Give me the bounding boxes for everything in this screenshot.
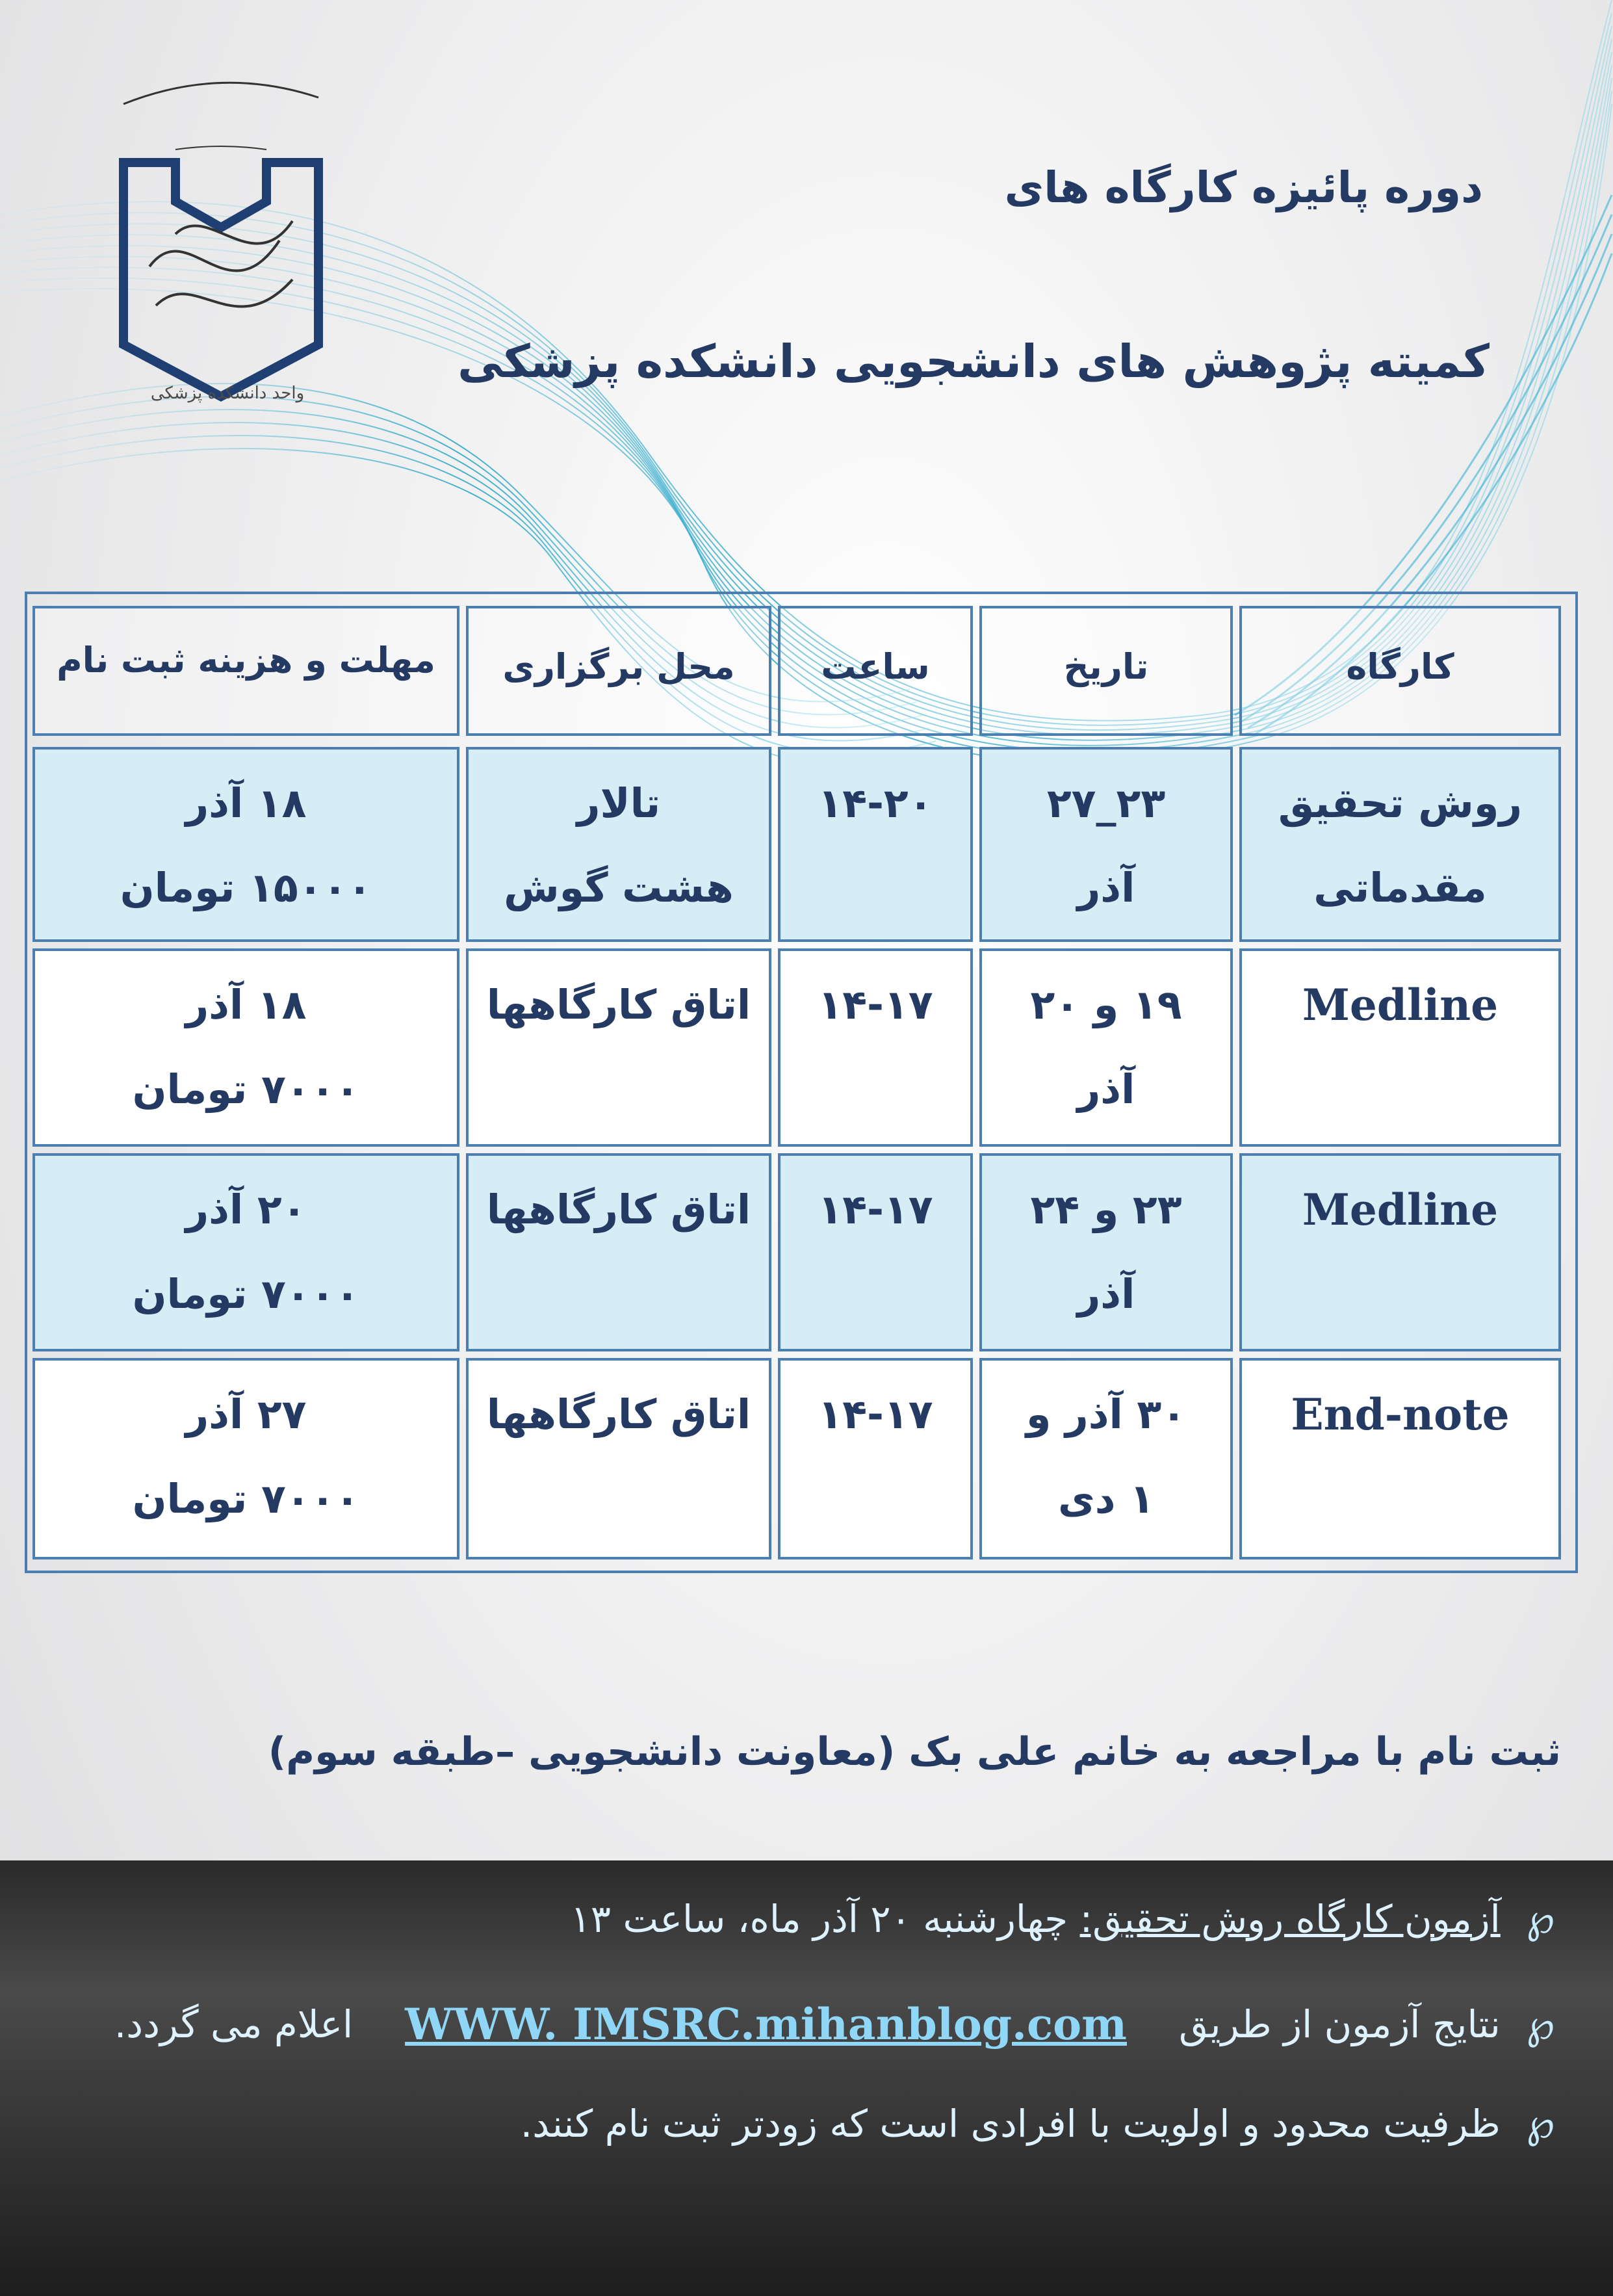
deadline-cell (32, 948, 459, 1147)
place-line: تالار (576, 779, 661, 827)
table-header-time: ساعت (778, 606, 973, 736)
place-line: اتاق کارگاهها (486, 1390, 751, 1438)
fee-amount: ۱۵۰۰۰ تومان (120, 864, 372, 911)
deadline-date: ۲۷ آذر (185, 1390, 307, 1438)
date-line: ۱۹ و ۲۰ (1030, 981, 1182, 1028)
workshop-name-line: End-note (1291, 1389, 1510, 1440)
exam-info (571, 1895, 1555, 1942)
date-cell (979, 747, 1233, 942)
workshop-name-line: Medline (1302, 1184, 1499, 1235)
deadline-date: ۱۸ آذر (185, 981, 307, 1028)
university-logo (97, 72, 344, 423)
place-line: اتاق کارگاهها (486, 1186, 751, 1233)
deadline-date: ۱۸ آذر (185, 779, 307, 827)
bullet-icon: ℘ (1526, 2000, 1555, 2048)
fee-amount: ۷۰۰۰ تومان (132, 1065, 360, 1113)
page-subtitle: کمیته پژوهش های دانشجویی دانشکده پزشکی (458, 335, 1490, 388)
deadline-cell (32, 747, 459, 942)
workshop-name-line: Medline (1302, 980, 1499, 1030)
deadline-date: ۲۰ آذر (185, 1186, 307, 1233)
capacity-info (521, 2100, 1555, 2147)
date-line: آذر (1077, 864, 1135, 911)
table-row (1239, 1358, 1561, 1559)
date-line: ۲۳ و ۲۴ (1030, 1186, 1182, 1233)
date-line: آذر (1077, 1065, 1135, 1113)
table-header-place: محل برگزاری (466, 606, 771, 736)
place-line: هشت گوش (504, 864, 734, 911)
table-row (1239, 1153, 1561, 1351)
workshop-name-line: روش تحقیق (1278, 779, 1523, 827)
bullet-icon: ℘ (1526, 1895, 1555, 1942)
exam-label: آزمون کارگاه روش تحقیق: (1079, 1896, 1501, 1941)
bullet-icon: ℘ (1526, 2100, 1555, 2147)
date-line: ۳۰ آذر و (1026, 1390, 1187, 1438)
table-row (1239, 948, 1561, 1147)
time-cell: ۱۴-۲۰ (778, 747, 973, 942)
date-cell (979, 1358, 1233, 1559)
place-cell (466, 747, 771, 942)
time-cell: ۱۴-۱۷ (778, 1358, 973, 1559)
deadline-cell (32, 1153, 459, 1351)
date-cell (979, 948, 1233, 1147)
logo-caption: واحد دانشکده پزشکی (150, 384, 305, 403)
time-cell: ۱۴-۱۷ (778, 1153, 973, 1351)
capacity-text: ظرفیت محدود و اولویت با افرادی است که زودتر ثبت نام کنند. (520, 2101, 1501, 2146)
results-prefix: نتایج آزمون از طریق (1179, 2002, 1501, 2046)
table-header-deadline: مهلت و هزینه ثبت نام (32, 606, 459, 736)
registration-note: ثبت نام با مراجعه به خانم علی بک (معاونت دانشجویی –طبقه سوم) (268, 1729, 1561, 1775)
place-line: اتاق کارگاهها (486, 981, 751, 1028)
table-row (1239, 747, 1561, 942)
blog-link[interactable]: WWW. IMSRC.mihanblog.com (405, 1999, 1127, 2050)
page-title: دوره پائیزه کارگاه های (1004, 163, 1483, 213)
time-cell: ۱۴-۱۷ (778, 948, 973, 1147)
fee-amount: ۷۰۰۰ تومان (132, 1270, 360, 1318)
table-header-date: تاریخ (979, 606, 1233, 736)
place-cell (466, 948, 771, 1147)
date-line: ۲۳_۲۷ (1046, 779, 1166, 827)
place-cell (466, 1358, 771, 1559)
table-header-workshop: کارگاه (1239, 606, 1561, 736)
exam-value: چهارشنبه ۲۰ آذر ماه، ساعت ۱۳ (570, 1896, 1080, 1941)
results-suffix: اعلام می گردد. (114, 2002, 354, 2046)
date-line: ۱ دی (1057, 1475, 1155, 1522)
date-cell (979, 1153, 1233, 1351)
deadline-cell (32, 1358, 459, 1559)
fee-amount: ۷۰۰۰ تومان (132, 1475, 360, 1522)
workshop-name-line: مقدماتی (1313, 864, 1487, 911)
date-line: آذر (1077, 1270, 1135, 1318)
schedule-table (25, 592, 1578, 1573)
results-info (114, 1999, 1555, 2050)
place-cell (466, 1153, 771, 1351)
